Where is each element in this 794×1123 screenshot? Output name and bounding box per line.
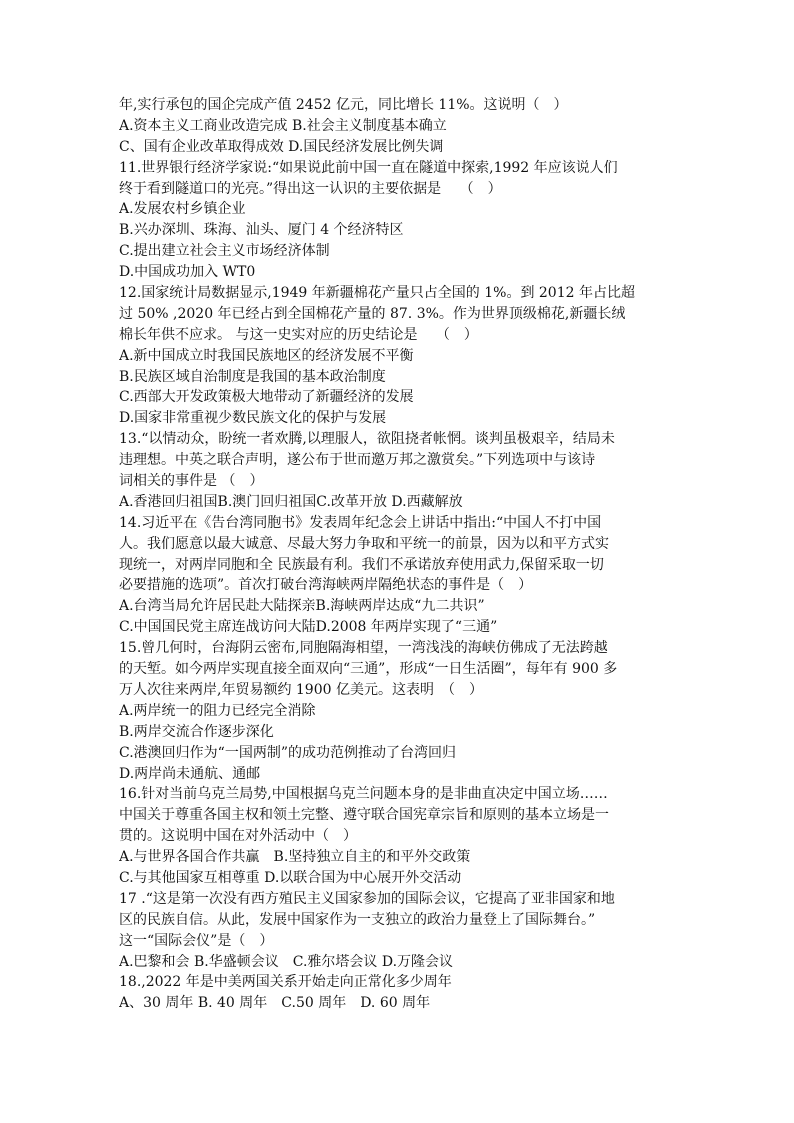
text-line: C.中国国民党主席连战访问大陆D.2008 年两岸实现了“三通” <box>119 619 498 636</box>
text-line: 11.世界银行经济学家说:“如果说此前中国一直在隧道中探索,1992 年应该说人们 <box>119 159 618 176</box>
text-line: 15.曾几何时，台海阴云密布,同胞隔海相望，一湾浅浅的海峡仿佛成了无法跨越 <box>119 640 608 657</box>
text-line: A.发展农村乡镇企业 <box>119 201 246 218</box>
text-line: 人。我们愿意以最大诚意、尽最大努力争取和平统一的前景，因为以和平方式实 <box>119 535 609 552</box>
text-line: A.两岸统一的阻力已经完全消除 <box>119 702 316 719</box>
text-line: 12.国家统计局数据显示,1949 年新疆棉花产量只占全国的 1%。到 2012 年占比超 <box>119 285 635 302</box>
text-line: 过 50% ,2020 年已经占到全国棉花产量的 87. 3%。作为世界顶级棉花,新疆长绒 <box>119 305 626 322</box>
text-line: 16.针对当前乌克兰局势,中国根据乌克兰问题本身的是非曲直决定中国立场…… <box>119 786 608 803</box>
text-line: B.兴办深圳、珠海、汕头、厦门 4 个经济特区 <box>119 222 404 239</box>
text-line: A.新中国成立时我国民族地区的经济发展不平衡 <box>119 347 414 364</box>
text-line: 必要措施的选项”。首次打破台湾海峡两岸隔绝状态的事件是（ ） <box>119 577 533 594</box>
text-line: 18.,2022 年是中美两国关系开始走向正常化多少周年 <box>119 974 452 991</box>
text-line: C.提出建立社会主义市场经济体制 <box>119 243 330 260</box>
text-line: C、国有企业改革取得成效 D.国民经济发展比例失调 <box>119 138 444 155</box>
text-line: A.资本主义工商业改造完成 B.社会主义制度基本确立 <box>119 117 447 134</box>
text-line: 现统一，对两岸同胞和全 民族最有利。我们不承诺放弃使用武力,保留采取一切 <box>119 556 604 573</box>
text-line: B.两岸交流合作逐步深化 <box>119 723 274 740</box>
text-line: 中国关于尊重各国主权和领土完整、遵守联合国宪章宗旨和原则的基本立场是一 <box>119 807 609 824</box>
text-line: D.中国成功加入 WT0 <box>119 264 256 281</box>
text-line: C.西部大开发政策极大地带动了新疆经济的发展 <box>119 389 414 406</box>
text-line: 贯的。这说明中国在对外活动中（ ） <box>119 828 357 845</box>
text-line: B.民族区域自治制度是我国的基本政治制度 <box>119 368 386 385</box>
text-line: 14.习近平在《告台湾同胞书》发表周年纪念会上讲话中指出:“中国人不打中国 <box>119 514 602 531</box>
text-line: 终于看到隧道口的光亮。”得出这一认识的主要依据是 （ ） <box>119 180 502 197</box>
text-line: A.巴黎和会 B.华盛顿会议 C.雅尔塔会议 D.万隆会议 <box>119 953 454 970</box>
text-line: C.港澳回归作为“一国两制”的成功范例推动了台湾回归 <box>119 744 456 761</box>
document-page <box>119 95 679 1014</box>
text-line: D.两岸尚未通航、通邮 <box>119 765 261 782</box>
text-line: A、30 周年 B. 40 周年 C.50 周年 D. 60 周年 <box>119 995 431 1012</box>
text-line: 万人次往来两岸,年贸易额约 1900 亿美元。这表明 （ ） <box>119 681 483 698</box>
text-line: 词相关的事件是 （ ） <box>119 473 264 490</box>
text-line: 区的民族自信。从此，发展中国家作为一支独立的政治力量登上了国际舞台。” <box>119 911 596 928</box>
text-line: 17 .“这是第一次没有西方殖民主义国家参加的国际会议，它提高了亚非国家和地 <box>119 890 615 907</box>
text-line: A.与世界各国合作共赢 B.坚持独立自主的和平外交政策 <box>119 849 471 866</box>
text-line: 违理想。中英之联合声明，遂公布于世而邀万邦之激赏矣。”下列选项中与该诗 <box>119 452 596 469</box>
text-line: 年,实行承包的国企完成产值 2452 亿元，同比增长 11%。这说明（ ） <box>119 97 568 113</box>
text-line: C.与其他国家互相尊重 D.以联合国为中心展开外交活动 <box>119 869 462 886</box>
text-line: 的天堑。如今两岸实现直接全面双向“三通”，形成“一日生活圈”，每年有 900 多 <box>119 661 618 678</box>
text-line: 这一“国际会仪”是（ ） <box>119 932 274 949</box>
text-line: D.国家非常重视少数民族文化的保护与发展 <box>119 410 387 427</box>
text-line: 棉长年供不应求。 与这一史实对应的历史结论是 （ ） <box>119 326 478 343</box>
text-line: A.台湾当局允许居民赴大陆探亲B.海峡两岸达成“九二共识” <box>119 598 485 615</box>
text-line: 13.“以情动众，盼统一者欢腾,以理服人，欲阻挠者帐惘。谈判虽极艰辛，结局未 <box>119 431 615 448</box>
text-line: A.香港回归祖国B.澳门回归祖国C.改革开放 D.西藏解放 <box>119 493 463 510</box>
